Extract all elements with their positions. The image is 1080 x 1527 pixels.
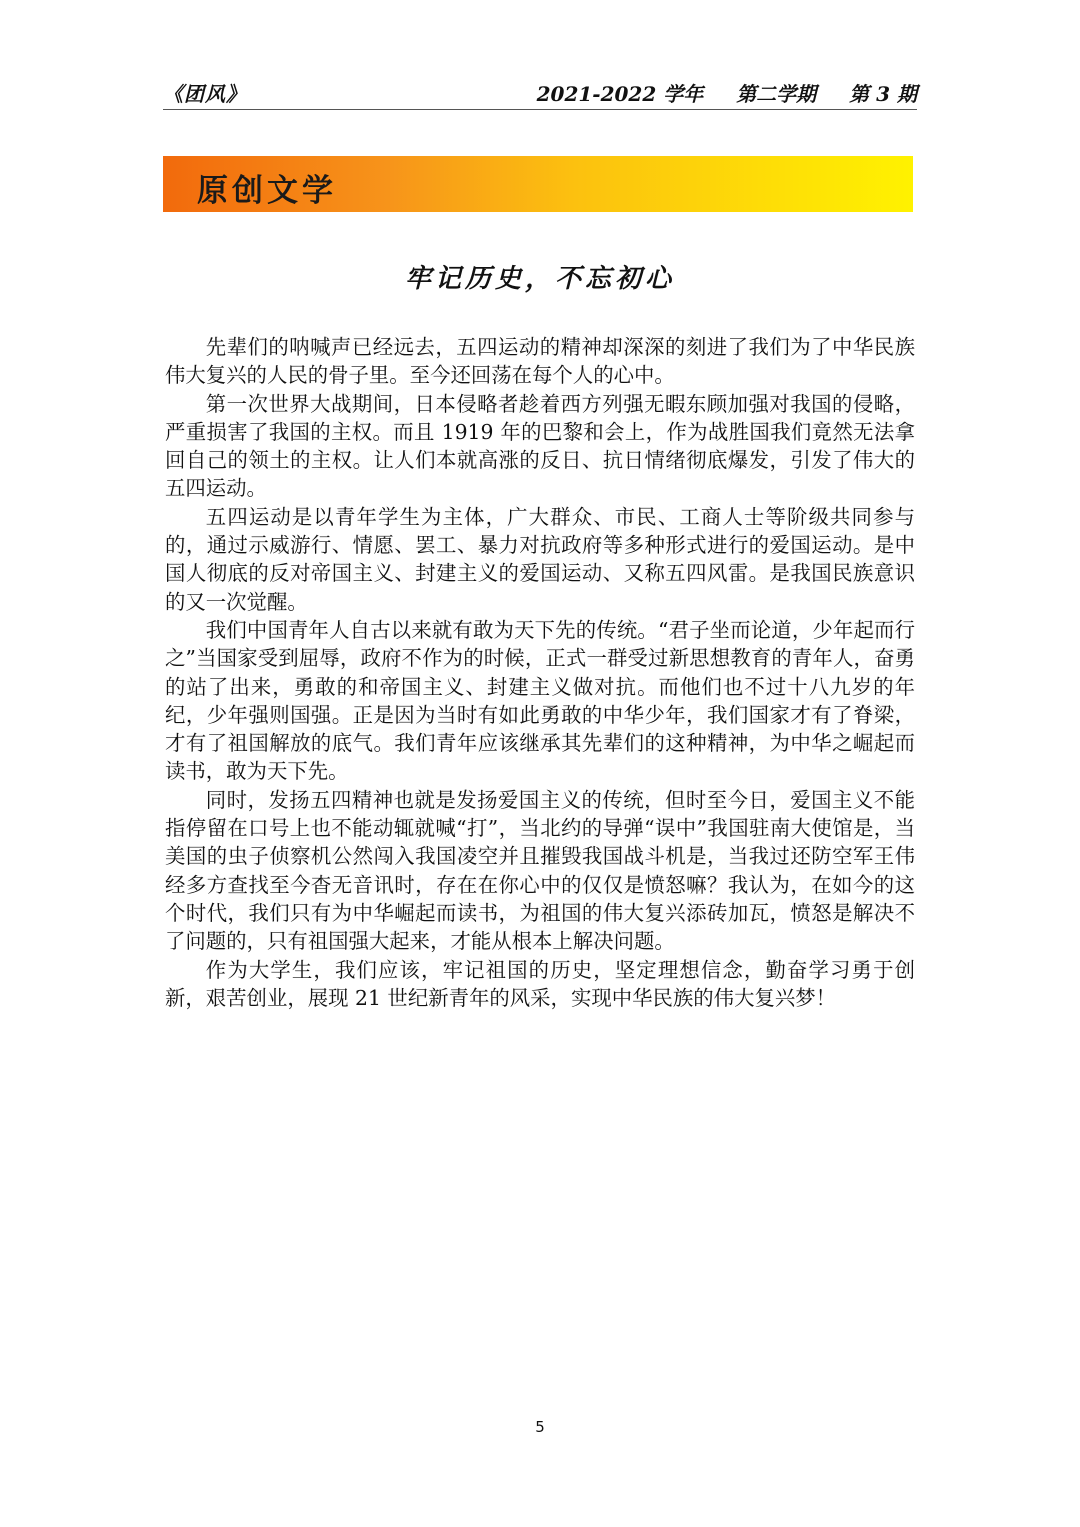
paragraph: 先辈们的呐喊声已经远去，五四运动的精神却深深的刻进了我们为了中华民族伟大复兴的人民的骨子里。至今还回荡在每个人的心中。 (165, 335, 915, 388)
header-divider (163, 109, 917, 110)
article-body (165, 333, 915, 1012)
paragraph: 我们中国青年人自古以来就有敢为天下先的传统。“君子坐而论道，少年起而行之”当国家受到屈辱，政府不作为的时候，正式一群受过新思想教育的青年人，奋勇的站了出来，勇敢的和帝国主义、封建主义做对抗。而他们也不过十八九岁的年纪，少年强则国强。正是因为当时有如此勇敢的中华少年，我们国家才有了脊梁，才有了祖国解放的底气。我们青年应该继承其先辈们的这种精神，为中华之崛起而读书，敢为天下先。 (165, 617, 915, 784)
issue-info (511, 78, 917, 107)
paragraph: 五四运动是以青年学生为主体，广大群众、市民、工商人士等阶级共同参与的，通过示威游行、情愿、罢工、暴力对抗政府等多种形式进行的爱国运动。是中国人彻底的反对帝国主义、封建主义的爱国运动、又称五四风雷。是我国民族意识的又一次觉醒。 (165, 504, 915, 614)
issue-number: 第 3 期 (849, 82, 917, 106)
page-number: 5 (535, 1418, 545, 1436)
page-header (163, 78, 917, 108)
section-title: 原创文学 (197, 173, 337, 209)
section-banner (163, 156, 913, 212)
semester: 第二学期 (736, 82, 817, 106)
paragraph: 同时，发扬五四精神也就是发扬爱国主义的传统，但时至今日，爱国主义不能指停留在口号上也不能动辄就喊“打”，当北约的导弹“误中”我国驻南大使馆是，当美国的虫子侦察机公然闯入我国凌空并且摧毁我国战斗机是，当我过还防空军王伟经多方查找至今杳无音讯时，存在在你心中的仅仅是愤怒嘛？我认为，在如今的这个时代，我们只有为中华崛起而读书，为祖国的伟大复兴添砖加瓦，愤怒是解决不了问题的，只有祖国强大起来，才能从根本上解决问题。 (165, 787, 915, 954)
paragraph: 第一次世界大战期间，日本侵略者趁着西方列强无暇东顾加强对我国的侵略，严重损害了我国的主权。而且 1919 年的巴黎和会上，作为战胜国我们竟然无法拿回自己的领土的主权。让人们本就高涨的反日、抗日情绪彻底爆发，引发了伟大的五四运动。 (165, 391, 915, 501)
academic-year: 2021-2022 学年 (536, 82, 704, 106)
article-title: 牢记历史，不忘初心 (404, 264, 675, 294)
paragraph: 作为大学生，我们应该，牢记祖国的历史，坚定理想信念，勤奋学习勇于创新，艰苦创业，展现 21 世纪新青年的风采，实现中华民族的伟大复兴梦！ (165, 957, 915, 1010)
publication-name: 《团风》 (163, 82, 247, 106)
